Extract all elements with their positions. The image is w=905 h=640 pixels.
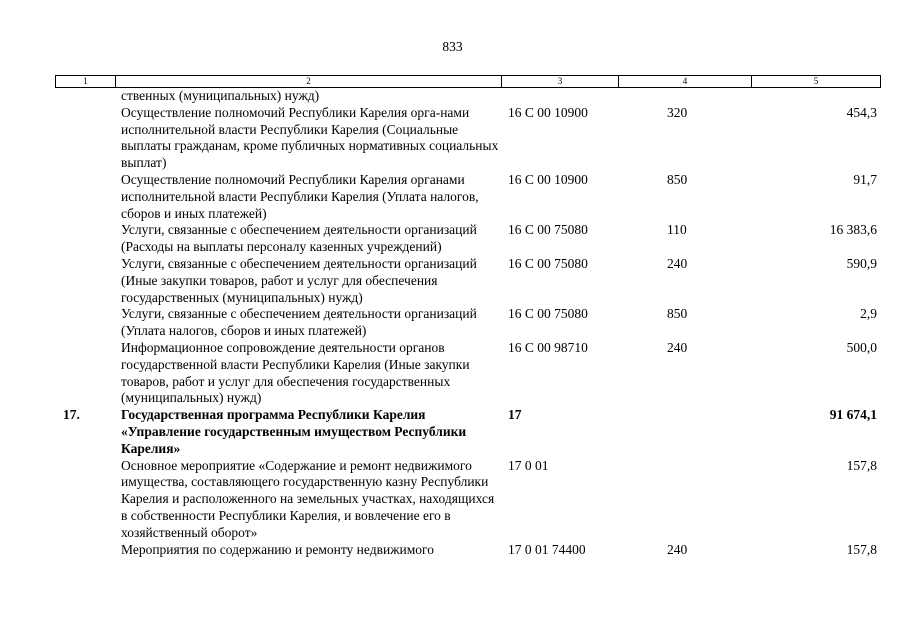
- row-description: ственных (муниципальных) нужд): [121, 88, 320, 103]
- row-amount: [727, 88, 881, 105]
- row-expense-type: 320: [667, 104, 688, 120]
- table-row: [55, 88, 881, 105]
- row-number: [55, 88, 115, 105]
- table-row: [55, 222, 881, 256]
- header-col-5: 5: [813, 76, 819, 86]
- table-row: [55, 458, 881, 542]
- row-description: Государственная программа Республики Карелия «Управление государственным имуществом Республики Карелия»: [121, 407, 467, 456]
- row-description: Мероприятия по содержанию и ремонту недвижимого: [121, 541, 434, 557]
- row-expense-type: 240: [667, 339, 688, 355]
- header-col-3: 3: [502, 76, 619, 87]
- row-number: [55, 542, 115, 559]
- row-code: 17: [508, 407, 522, 423]
- row-number: [55, 458, 115, 542]
- table-row: [55, 105, 881, 172]
- row-code: 16 С 00 75080: [508, 255, 588, 271]
- row-number: [55, 256, 115, 306]
- table-row: [55, 340, 881, 407]
- row-expense-type: [618, 407, 727, 457]
- page-number: 833: [442, 39, 463, 54]
- row-code: 16 С 00 75080: [508, 306, 588, 322]
- table-body: [55, 88, 881, 558]
- row-expense-type: 240: [667, 541, 688, 557]
- row-description: Услуги, связанные с обеспечением деятельности организаций (Уплата налогов, сборов и иных платежей): [121, 306, 477, 339]
- row-amount: 91 674,1: [829, 407, 877, 423]
- row-code: 16 С 00 98710: [508, 339, 588, 355]
- header-col-2: 2: [116, 76, 502, 87]
- row-amount: 16 383,6: [829, 222, 877, 238]
- row-description: Информационное сопровождение деятельности органов государственной власти Республики Карелия (Иные закупки товаров, работ и услуг для обеспечения государственных (муниципальных) нужд): [121, 339, 470, 406]
- row-number: [55, 222, 115, 256]
- row-expense-type: 850: [667, 306, 688, 322]
- row-amount: 157,8: [846, 541, 877, 557]
- row-number: [55, 172, 115, 222]
- row-number: 17.: [63, 407, 80, 423]
- table-row: [55, 542, 881, 559]
- table-row: [55, 172, 881, 222]
- row-description: Осуществление полномочий Республики Карелия орга-нами исполнительной власти Республики Карелия (Социальные выплаты гражданам, кроме публичных нормативных социальных выплат): [121, 104, 499, 171]
- row-expense-type: 850: [667, 171, 688, 187]
- row-description: Услуги, связанные с обеспечением деятельности организаций (Иные закупки товаров, работ и услуг для обеспечения государственных (муниципальных) нужд): [121, 255, 477, 305]
- row-number: [55, 105, 115, 172]
- header-col-1: 1: [56, 76, 116, 87]
- row-code: [508, 88, 618, 105]
- header-col-4: 4: [619, 76, 752, 87]
- row-code: 16 С 00 10900: [508, 171, 588, 187]
- row-expense-type: [618, 88, 727, 105]
- row-number: [55, 306, 115, 340]
- row-description: Осуществление полномочий Республики Карелия органами исполнительной власти Республики Карелия (Уплата налогов, сборов и иных платежей): [121, 171, 479, 221]
- row-expense-type: 110: [667, 222, 687, 238]
- row-amount: 454,3: [846, 104, 877, 120]
- row-code: 17 0 01 74400: [508, 541, 586, 557]
- row-amount: 157,8: [846, 457, 877, 473]
- row-description: Услуги, связанные с обеспечением деятельности организаций (Расходы на выплаты персоналу казенных учреждений): [121, 222, 477, 255]
- row-expense-type: 240: [667, 255, 688, 271]
- row-code: 16 С 00 10900: [508, 104, 588, 120]
- row-number: [55, 340, 115, 407]
- row-code: 17 0 01: [508, 457, 549, 473]
- table-row: [55, 306, 881, 340]
- row-expense-type: [618, 458, 727, 542]
- table-row: [55, 407, 881, 457]
- row-amount: 500,0: [846, 339, 877, 355]
- table-header: [55, 75, 881, 88]
- row-amount: 2,9: [860, 306, 877, 322]
- row-code: 16 С 00 75080: [508, 222, 588, 238]
- row-amount: 590,9: [846, 255, 877, 271]
- row-amount: 91,7: [853, 171, 877, 187]
- table-row: [55, 256, 881, 306]
- row-description: Основное мероприятие «Содержание и ремонт недвижимого имущества, составляющего государственную казну Республики Карелия и расположенного на земельных участках, находящихся в собственности Республики Карелия, и вовлечение его в хозяйственный оборот»: [121, 457, 495, 540]
